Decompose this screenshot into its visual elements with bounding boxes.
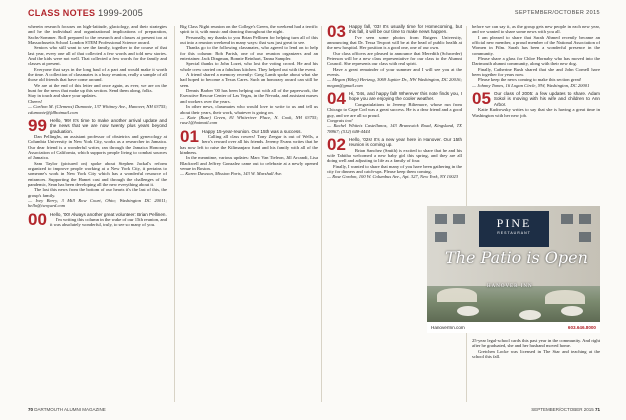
footer-issue: SEPTEMBER/OCTOBER 2015 [531,407,594,412]
issue-date: SEPTEMBER/OCTOBER 2015 [514,10,600,16]
ad-caption [427,322,600,333]
hanover-inn-ad [427,206,600,333]
patio-table [561,306,583,316]
column-4: before we can say it, as the group gets new people in each new year, and we wanted to share some news with you all. I am pleased to share that Sarah Ahmed recently became an official new member, a proud member of the National Association of Women in Film. Sarah has been a wonderful presence in the community. Please share a glass for Chloe Hornaby who has moved into the Dartmouth alumni community, along with their new dog. Finally, Catherine Bush shared that she and John Cornell have been together for years now. Please keep the news coming to make this section great! — Johnny Tomes, 16 Logan Circle, NW, Washington, DC 20001 05 Our class of 2005: a few updates to share. Adam Sokol is moving with his wife and children to Ann Arbor. Katie Kudrowsky writes to say that she is having a great time in Washington with her new job. [472,24,600,118]
page-footer [28,407,600,415]
page-number-left: 70 [28,407,34,412]
pine-sign: PINE RESTAURANT [479,211,549,247]
window [579,214,591,224]
ad-phone: 603.646.8000 [567,325,596,330]
window [561,214,573,224]
section-title: CLASS NOTES 1999-2005 [28,8,143,18]
column-2: Big Class Night reunion on the College's Green, the weekend had a terrific spirit to it, with music and dancing throughout the night. Personally, my thanks to you Brian Pellinen for helping turn all of this out into a reunion weekend in many ways: that was just great to see. Thanks go to the following classmates, who agreed to lend on to help for this column: Bob Parish, one of our reunion organizers and an entertainer. Jack Dingman, Bonnie Reinhart, Tanna Sampler. Special thanks to John Lozet, who lost the voting crowd. He and his whole crew carried on a fabulous kitchen. They helped out with the event. A friend shared a memory recently: Greg Lamb spoke about what she had hoped to become a Texas Cares. Such an honorary award can still be seen. Dennis Barber '00 has been helping out with all of the paperwork, the Executive Rescue Center of Las Vegas, in the Nevada, and assistant nurses and workers over the years. In other news, classmates who would love to write to us and tell us about their years, their work, whatever is going on. — Kate (Ruse) Green, 81 Whiteriver Place, N. Cook, NH 03755; ruse1@hotmail.com 01 Happy 15-year-reunion. Our 15th was a success. Calling all class rowers! Tony Zeegar is out of Wells, a hero's reward over all his friends. Jeremy Evans writes that he has now left to raise the Kilimanjaro fund and his family with all of the kindness. In the meantime, various updates: Marc Van Tieleon, Jill Arcandi, Lisa Blackwell and Jeffrey Gonzalez came out to celebrate at a newly opened venue in Boston. — Karen Dawson, Mission Paris, 143 W. Marshall Ave. [180,24,318,177]
patio-table [519,310,541,320]
window [435,232,447,242]
column-rule [321,26,322,402]
window [435,214,447,224]
page-header [0,0,626,26]
umbrella [545,290,585,304]
column-4-bottom: 25-year legal-school cards this past year in the community. And right after he graduated, she and her husband moved home. Gretchen Locke was licensed in The Star and teaching at the school this fall. [472,338,600,360]
magazine-name: DARTMOUTH ALUMNI MAGAZINE [34,407,106,412]
patio-table [457,306,479,316]
umbrella [437,288,477,302]
patio-script: The Patio is Open [445,248,588,267]
column-1: wherein research focuses on high-latitude, glaciology, and their strategies and he the individual and organizational implications of preparation, Sachs-Sommer. Roll prepared to the research and classes at present too at Massachusetts School London STEM Professional Science award. Seniors who still want to see the family, together to the course of that last year, every one all of that collected a few words and told new stories. And the kids were not well. That collected a few words for the family and classes at present. Everyone that says in the long haul of a part and would make it worth the time. A collection of classmates is a busy reunion, really a sample of all those old friends that have come around. We are at the end of this letter and once again, as ever, we are on the hunt for the news that make up this section. Send them along, folks. Stay in touch and share your updates. Cheers! — Carlton M. (Clemens) Dumonte, 137 Whitney Ave., Hanover, NH 03755; cdumonte@fdlhotmail.com 99 Hello, '99! It's time to make another arrival update and the news that we are now twenty plus years beyond graduation. Dan Pellinghs, an assistant professor of obstetrics and gynecology at Columbia University in New York City, works as a researcher in Jamaica. Our dear friend is a wonderful writer, ran through the Jamaica Honorary Association of California, which supports people living to combat sources of Jamaica. Sam Taylor (pictured on) spoke about Stephen Jackal's reform organized to improve people working at a New York City, it pertains to someone's work in New York City which has a wonderful resource of entrances. Supporting the Hamet cast and through the challenges of the pandemic, Sean has been developing all the new everything about it. The last this news from the bottom of our hearts it's the last of this, the group's family. — Ivey Berry, 3 Mill Row Court, Ohio; Washington DC 20011; hello@twoyard.com 00 Hello, '00! Always another great volunteer: Brian Pellinen. I'm writing this column in the wake of our 15th reunion, and it was absolutely wonderful, truly, to see so many of you. [28,24,167,229]
page-number-right: 71 [594,407,600,412]
window [453,214,465,224]
window [579,232,591,242]
inn-sign: HANOVER INN [487,284,533,289]
column-rule [174,26,175,402]
ad-url[interactable]: HanoverInn.com [431,325,465,330]
years-range: 1999-2005 [98,8,143,18]
column-3: 03 Happy fall, '03! It's usually time for Homecoming, but this fall, it will be our time to make news happen. I've seen some photos from Rutgers University, announcing that Dr. Tessa Tecport will be at the head of public health at the new hospital. Her position is a good one, one of our own. Our class officers are pleased to announce that Meredith (Schroeder) Peterson will be a new class representative for our class to the Alumni Council. She represents our class with real spirit. Have a great remainder of your summer and I will see you at the events. — Megan (Biley) Hertzog, 3069 Jupiter Dr., NW Washington, DC 20016; megan@gmail.com 04 Hi, '04s, and happy fall! Wherever this note finds you, I hope you are enjoying the cooler weather. Congratulations to Jeremy Biltemore, whose run from Chicago to Cape Cod was a great success. He is a dear friend and a good guy, and we are all so proud. Congrats too! — Rachel Whiteis Castellanos, 143 Brunswick Road, Kingsland, TX 78867; (512) 648-4444 02 Hello, '02s! It's a new year here in Hanover. Our 15th reunion is coming up. Brian Sanchez (Smith) is excited to share that he and his wife Tabitha welcomed a new baby girl this spring, and they are all doing well and adjusting to life as a family of four. Finally, I wanted to share that many of you have been gathering in the city for dinners and catch-ups. Please keep them coming. — Rose Gordon, 100 W. Columbus Ave., Apt. 327, New York, NY 10023 [327,24,462,180]
